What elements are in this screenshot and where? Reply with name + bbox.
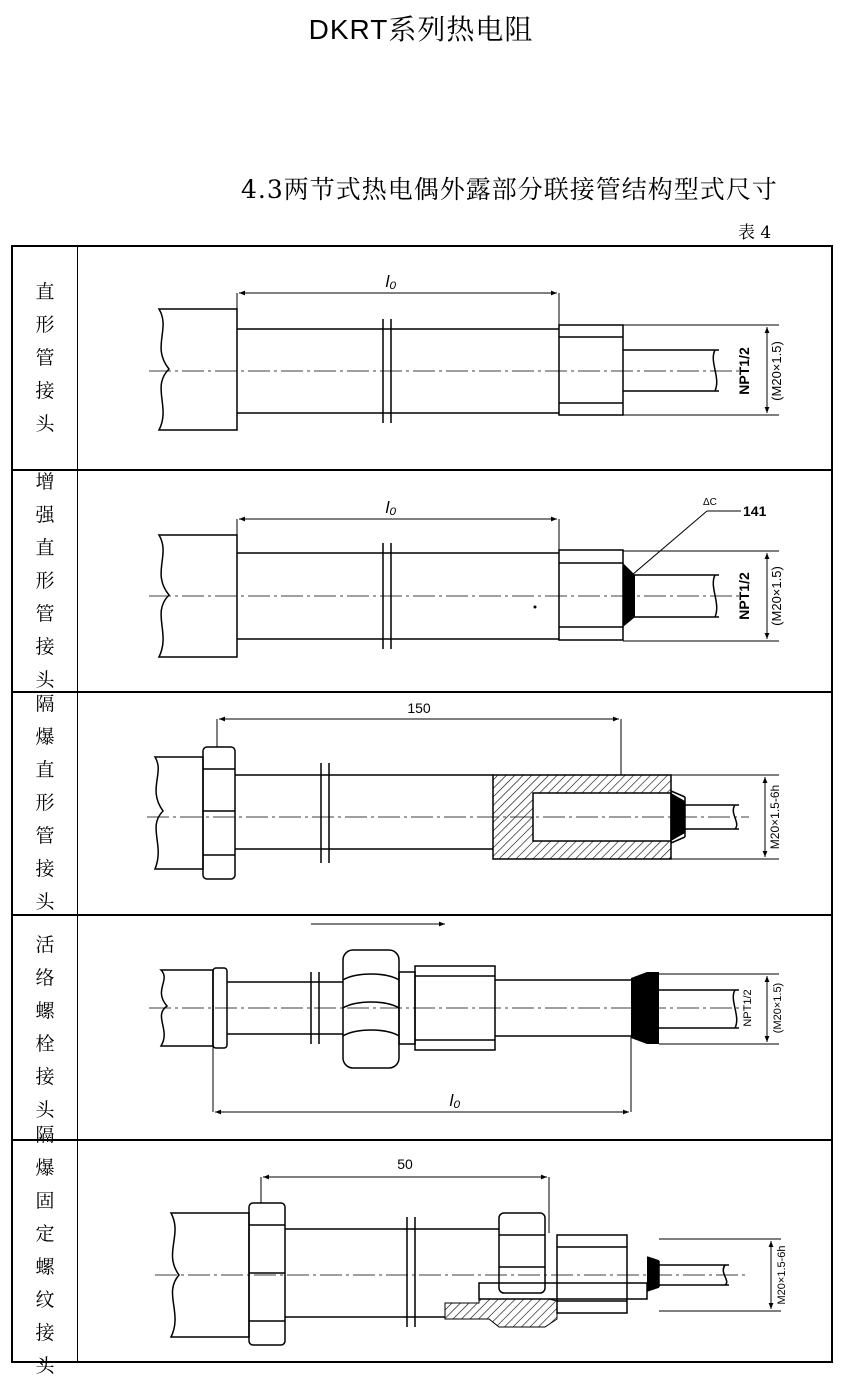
label-char: 接 <box>35 635 55 658</box>
table-row <box>13 247 831 469</box>
label-char: 形 <box>35 792 55 814</box>
label-char: 活 <box>35 933 55 956</box>
label-char: 管 <box>35 602 55 625</box>
label-char: 强 <box>35 503 55 526</box>
label-char: 头 <box>35 668 55 691</box>
straight-joint-drawing <box>79 247 829 469</box>
table-row <box>13 469 831 691</box>
label-char: 增 <box>35 470 55 493</box>
thread-spec-alt: (M20×1.5) <box>769 341 784 401</box>
label-char: 接 <box>35 858 55 880</box>
reinforced-joint-drawing <box>79 471 829 693</box>
thread-spec: M20×1.5-6h <box>776 1245 788 1305</box>
label-char: 头 <box>35 1098 55 1121</box>
thread-spec-alt: (M20×1.5) <box>772 982 784 1034</box>
label-char: 头 <box>35 1355 55 1377</box>
thread-spec-alt: (M20×1.5) <box>769 566 784 626</box>
label-char: 爆 <box>35 1157 55 1179</box>
label-char: 直 <box>35 759 55 781</box>
label-char: 接 <box>35 1065 55 1088</box>
label-char: 螺 <box>35 1256 55 1278</box>
label-char: 爆 <box>35 726 55 748</box>
thread-spec: NPT1/2 <box>736 572 752 620</box>
table-row <box>13 1124 831 1377</box>
label-char: 头 <box>35 412 55 435</box>
label-char: 络 <box>35 966 55 989</box>
row-label <box>13 247 78 469</box>
label-char: 直 <box>35 280 55 303</box>
length-dimension: l₀ <box>449 1091 461 1110</box>
length-dimension: 150 <box>407 700 431 716</box>
label-char: 接 <box>35 1322 55 1344</box>
label-char: 管 <box>35 825 55 847</box>
length-dimension: 50 <box>397 1156 413 1172</box>
label-char: 定 <box>35 1223 55 1245</box>
label-char: 形 <box>35 313 55 336</box>
label-char: 接 <box>35 379 55 402</box>
label-char: 纹 <box>35 1289 55 1311</box>
label-char: 头 <box>35 891 55 913</box>
explosion-proof-fixed-drawing <box>79 1141 829 1363</box>
label-char: 管 <box>35 346 55 369</box>
label-char: 隔 <box>35 1124 55 1146</box>
joint-table <box>11 245 833 1377</box>
table-label: 表 4 <box>738 223 772 243</box>
label-char: 固 <box>35 1190 55 1212</box>
label-char: 直 <box>35 536 55 559</box>
label-char: 栓 <box>35 1032 55 1055</box>
length-dimension: l₀ <box>385 272 397 291</box>
row-label <box>13 1124 78 1377</box>
section-title: 4.3两节式热电偶外露部分联接管结构型式尺寸 <box>241 175 778 204</box>
row-label <box>13 693 78 914</box>
row-label <box>13 916 78 1139</box>
document-title: DKRT系列热电阻 <box>308 14 534 45</box>
weld-symbol: ΔC <box>703 497 717 508</box>
length-dimension: l₀ <box>385 498 397 517</box>
weld-callout: 141 <box>743 503 767 519</box>
label-char: 形 <box>35 569 55 592</box>
label-char: 螺 <box>35 999 55 1022</box>
union-joint-drawing <box>79 916 829 1141</box>
thread-spec: NPT1/2 <box>742 989 754 1027</box>
label-char: 隔 <box>35 693 55 715</box>
row-label <box>13 471 78 691</box>
thread-spec: NPT1/2 <box>736 347 752 395</box>
table-row <box>13 691 831 914</box>
table-row <box>13 914 831 1139</box>
explosion-proof-straight-drawing <box>79 693 829 916</box>
thread-spec: M20×1.5-6h <box>768 784 782 850</box>
